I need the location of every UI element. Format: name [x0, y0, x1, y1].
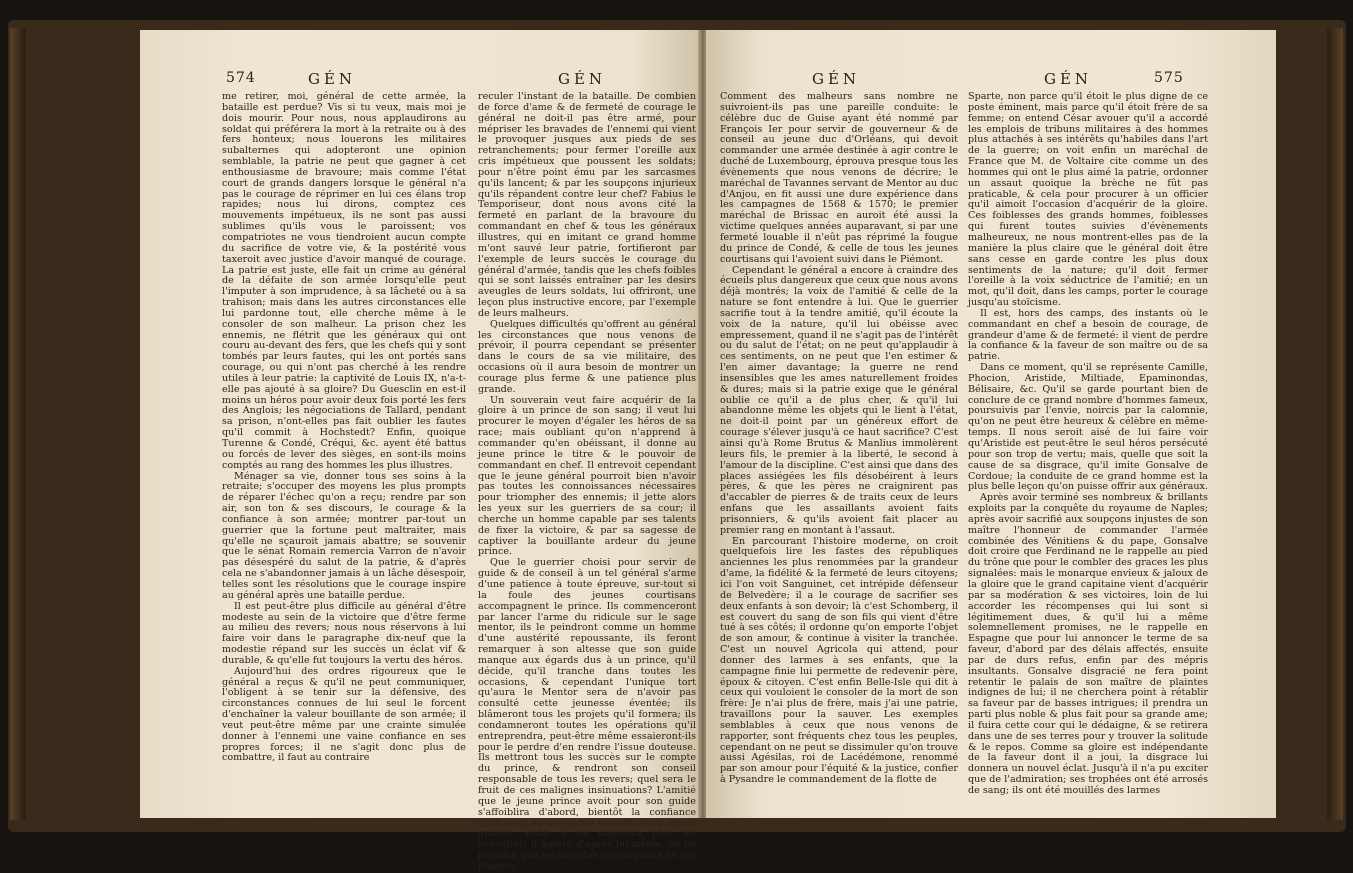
- paragraph: Ménager sa vie, donner tous ses soins à la retraite; s'occuper des moyens les plus prompts de réparer l'échec qu'on a reçu; rendre par son air, son ton & ses discours, le courage & la confiance à son armée; montrer par-tout un guerrier que la fortune peut maltraiter, mais qu'elle ne sçauroit jamais abattre; se souvenir que le sénat Romain remercia Varron de n'avoir pas désespéré du salut de la patrie, & d'après cela ne s'abandonner jamais à un lâche désespoir, telles sont les résolutions que le courage inspire au général après une bataille perdue.: [222, 470, 466, 601]
- paragraph: Après avoir terminé ses nombreux & brillants exploits par la conquête du royaume de Naples; après avoir sacrifié aux soupçons injustes de son maître l'honneur de commander l'armée combinée des Vénitiens & du pape, Gonsalve doit croire que Ferdinand ne le rappelle au pied du trône que pour le combler des graces les plus signalées: mais le monarque envieux & jaloux de la gloire que le grand capitaine vient d'acquérir par sa modération & ses victoires, loin de lui accorder les récompenses qui lui sont si légitimement dues, & qu'il lui a même solemnellement promises, ne le rappelle en Espagne que pour lui annoncer le terme de sa faveur, d'abord par des délais affectés, ensuite par de durs refus, enfin par des mépris insultants. Gonsalve disgracié ne fera point retentir le palais de son maître de plaintes indignes de lui; il ne cherchera point à rétablir sa faveur par de basses intrigues; il prendra un parti plus noble & plus fait pour sa grande ame; il fuira cette cour qui le dédaigne, & se retirera dans une de ses terres pour y trouver la solitude & le repos. Comme sa gloire est indépendante de la faveur dont il a joui, la disgrace lui donnera un nouvel éclat. Jusqu'à il n'a pu exciter que de l'admiration; ses trophées ont été arrosés de sang; ils ont été mouillés des larmes: [968, 492, 1208, 796]
- left-page-header: [140, 70, 700, 90]
- text-column-left: [720, 92, 958, 804]
- paragraph: Comment des malheurs sans nombre ne suivroient-ils pas une pareille conduite: le célèbre duc de Guise ayant été nommé par François Ier pour servir de gouverneur & de conseil au jeune duc d'Orléans, qui devoit commander une armée destinée à agir contre le duché de Luxembourg, éprouva presque tous les évènements que nous venons de décrire; le maréchal de Tavannes servant de Mentor au duc d'Anjou, en fit aussi une dure expérience dans les campagnes de 1568 & 1570; le premier maréchal de Brissac en auroit été aussi la victime quelques années auparavant, si par une fermeté louable il n'eût pas réprimé la fougue du prince de Condé, & celle de tous les jeunes courtisans qui l'avoient suivi dans le Piémont.: [720, 91, 958, 265]
- paragraph: Il est peut-être plus difficile au général d'être modeste au sein de la victoire que d'être ferme au milieu des revers; nous nous réservons à lui faire voir dans le paragraphe dix-neuf que la modestie répand sur les succès un éclat vif & durable, & qu'elle fut toujours la vertu des héros.: [222, 600, 466, 666]
- text-column-right: [478, 91, 696, 872]
- paragraph: me retirer, moi, général de cette armée, la bataille est perdue? Vis si tu veux, mais moi je dois mourir. Pour nous, nous applaudirons au soldat qui préférera la mort à la retraite ou à des fers honteux; nous louerons les militaires subalternes qui adopteront une opinion semblable, la patrie ne peut que gagner à cet enthousiasme de bravoure; mais comme l'état court de grands dangers lorsque le général n'a pas le courage de réprimer en lui ces élans trop rapides; nous lui dirons, comptez ces mouvements impétueux, ils ne sont pas aussi sublimes qu'ils vous le paroissent; vos compatriotes ne vous tiendroient aucun compte du sacrifice de votre vie, & la postérité vous taxeroit avec justice d'avoir manqué de courage. La patrie est juste, elle fait un crime au général de la défaite de son armée lorsqu'elle peut l'imputer à son imprudence, à sa lâcheté ou à sa trahison; mais dans les autres circonstances elle lui pardonne tout, elle cherche même à le consoler de son malheur. La prison chez les ennemis, ne flétrit que les généraux qui ont couru au-devant des fers, que les chefs qui y sont tombés par leurs fautes, qui les ont portés sans courage, ou qui n'ont pas cherché à les rendre utiles à leur patrie: la captivité de Louis IX, n'a-t-elle pas ajouté à sa gloire? Du Guesclin en est-il moins un héros pour avoir deux fois porté les fers des Anglois; les négociations de Tallard, pendant sa prison, n'ont-elles pas fait oublier les fautes qu'il commit à Hochstedt? Enfin, quoique Turenne & Condé, Créqui, &c. ayent été battus ou forcés de lever des sièges, en sont-ils moins comptés au rang des hommes les plus illustres.: [222, 91, 466, 471]
- right-page: [706, 30, 1276, 818]
- paragraph: Que le guerrier choisi pour servir de guide & de conseil à un tel général s'arme d'une patience à toute épreuve, sur-tout si la foule des jeunes courtisans accompagnent le prince. Ils commenceront par lancer l'arme du ridicule sur le sage mentor, ils le peindront comme un homme d'une austérité repoussante, ils feront remarquer à son altesse que son guide manque aux égards dus à un prince, qu'il décide, qu'il tranche dans toutes les occasions, & cependant l'unique tort qu'aura le Mentor sera de n'avoir pas consulté cette jeunesse éventée; ils blâmeront tous les projets qu'il formera; ils condamneront toutes les opérations qu'il entreprendra, peut-être même essaieront-ils pour le perdre d'en rendre l'issue douteuse. Ils mettront tous les succès sur le compte du prince, & rendront son conseil responsable de tous les revers; quel sera le fruit de ces malignes insinuations? L'amitié que le jeune prince avoit pour son guide s'affoiblira d'abord, bientôt la confiance qu'il avoit en ses sages conseils sera moins grande, enfin il ne daignera plus les consulter; il agiera d'après lui-même, ou ne prendra que les avis des compagnons de ses plaisirs.: [478, 557, 696, 872]
- paragraph: reculer l'instant de la bataille. De combien de force d'ame & de fermeté de courage le général ne doit-il pas être armé, pour mépriser les bravades de l'ennemi qui vient le provoquer jusques aux pieds de ses retranchements; pour fermer l'oreille aux cris impétueux que poussent les soldats; pour n'être point ému par les sarcasmes qu'ils lancent; & par les soupçons injurieux qu'ils répandent contre leur chef? Fabius le Temporiseur, dont nous avons cité la fermeté en parlant de la bravoure du commandant en chef & tous les généraux illustres, qui en imitant ce grand homme m'ont sauvé leur patrie, fortifieront par l'exemple de leurs succès le courage du général d'armée, tandis que les chefs foibles qui se sont laissés entraîner par les desirs aveugles de leurs soldats, lui offriront, une leçon plus instructive encore, par l'exemple de leurs malheurs.: [478, 91, 696, 319]
- paragraph: Il est, hors des camps, des instants où le commandant en chef a besoin de courage, de grandeur d'ame & de fermeté: il vient de perdre la confiance & la faveur de son maître ou de sa patrie.: [968, 307, 1208, 363]
- paragraph: En parcourant l'histoire moderne, on croit quelquefois lire les fastes des républiques anciennes les plus renommées par la grandeur d'ame, la fidélité & la fermeté de leurs citoyens; ici l'on voit Sanguinet, cet intrépide défenseur de Belvedère; il a le courage de sacrifier ses deux enfants à son devoir; là c'est Schomberg, il est couvert du sang de son fils qui vient d'être tué à ses côtés; il ordonne qu'on emporte l'objet de son amour, & continue à visiter la tranchée. C'est un nouvel Agricola qui attend, pour donner des larmes à ses enfants, que la campagne finie lui permette de redevenir père, époux & citoyen. C'est enfin Belle-Isle qui dit à ceux qui vouloient le consoler de la mort de son frère: Je n'ai plus de frère, mais j'ai une patrie, travaillons pour la sauver. Les exemples semblables à ceux que nous venons de rapporter, sont fréquents chez tous les peuples, cependant on ne peut se dissimuler qu'on trouve aussi Agésilas, roi de Lacédémone, renommé par son amour pour l'équité & la justice, confier à Pysandre le commandement de la flotte de: [720, 535, 958, 786]
- paragraph: Sparte, non parce qu'il étoit le plus digne de ce poste éminent, mais parce qu'il étoit frère de sa femme; on entend César avouer qu'il a accordé les emplois de tribuns militaires à des hommes plus attachés à ses intérêts qu'habiles dans l'art de la guerre; on voit enfin un maréchal de France que M. de Voltaire cite comme un des hommes qui ont le plus aimé la patrie, ordonner un assaut quoique la brèche ne fût pas praticable, & cela pour procurer à un officier qu'il aimoit l'occasion d'acquérir de la gloire. Ces foiblesses des grands hommes, foiblesses qui furent toutes suivies d'évènements malheureux, ne nous montrent-elles pas de la manière la plus claire que le général doit être sans cesse en garde contre les plus doux sentiments de la nature; qu'il doit fermer l'oreille à la voix séductrice de l'amitié; en un mot, qu'il doit, dans les camps, porter le courage jusqu'au stoïcisme.: [968, 91, 1208, 309]
- left-page: [140, 30, 700, 872]
- running-head: GÉN: [308, 70, 357, 88]
- text-column-left: [222, 92, 466, 804]
- paragraph: Un souverain veut faire acquérir de la gloire à un prince de son sang; il veut lui procurer le moyen d'égaler les héros de sa race; mais oubliant qu'on n'apprend à commander qu'en obéissant, il donne au jeune prince le titre & le pouvoir de commandant en chef. Il entrevoit cependant que le jeune général pourroit bien n'avoir pas toutes les connoissances nécessaires pour triompher des ennemis; il jette alors les yeux sur les guerriers de sa cour; il cherche un homme capable par ses talents de fixer la victoire, & par sa sagesse de captiver la bouillante ardeur du jeune prince.: [478, 394, 696, 558]
- paragraph: Quelques difficultés qu'offrent au général les circonstances que nous venons de prévoir, il pourra cependant se présenter dans le cours de sa vie militaire, des occasions où il aura besoin de montrer un courage plus ferme & une patience plus grande.: [478, 318, 696, 395]
- paragraph: Aujourd'hui des ordres rigoureux que le général a reçus & qu'il ne peut communiquer, l'obligent à se tenir sur la défensive, des circonstances connues de lui seul le forcent d'enchaîner la valeur bouillante de son armée; il veut peut-être même par une crainte simulée donner à l'ennemi une vaine confiance en ses propres forces; il ne s'agit donc plus de combattre, il faut au contraire: [222, 665, 466, 764]
- book-cover-edge-left: [10, 28, 26, 820]
- page-number: 574: [226, 70, 256, 86]
- right-page-header: [706, 70, 1276, 90]
- paragraph: Dans ce moment, qu'il se représente Camille, Phocion, Aristide, Miltiade, Epaminondas, Bélisaire, &c. Qu'il se garde pourtant bien de conclure de ce grand nombre d'hommes fameux, poursuivis par l'envie, noircis par la calomnie, qu'on ne peut être heureux & célèbre en même-temps. Il nous seroit aisé de lui faire voir qu'Aristide est peut-être le seul héros persécuté pour son trop de vertu; mais, quelle que soit la cause de sa disgrace, qu'il imite Gonsalve de Cordoue; la conduite de ce grand homme est la plus belle leçon qu'on puisse offrir aux généraux.: [968, 362, 1208, 493]
- running-head: GÉN: [558, 70, 607, 88]
- paragraph: Cependant le général a encore à craindre des écueils plus dangereux que ceux que nous avons déjà montrés; la voix de l'amitié & celle de la nature se font entendre à lui. Que le guerrier sacrifie tout à la tendre amitié, qu'il écoute la voix de la nature, qu'il lui obéisse avec empressement, quand il ne s'agit pas de l'intérêt ou du salut de l'état; on ne peut qu'applaudir à ces sentiments, on ne peut que l'en estimer & l'en aimer davantage; la guerre ne rend insensibles que les ames naturellement froides & dures; mais si la patrie exige que le général oublie ce qu'il a de plus cher, & qu'il lui abandonne même les objets qui le lient à l'état, ne doit-il point par un généreux effort de courage s'élever jusqu'à ce haut sacrifice? C'est ainsi qu'à Rome Brutus & Manlius immolèrent leurs fils, le premier à la liberté, le second à l'amour de la discipline. C'est ainsi que dans des places assiégées les fils désobéirent à leurs pères, & que les pères ne craignirent pas d'accabler de pierres & de traits ceux de leurs enfans que les assaillants avoient faits prisonniers, & qu'ils avoient fait placer au premier rang en montant à l'assaut.: [720, 264, 958, 536]
- running-head: GÉN: [812, 70, 861, 88]
- page-number: 575: [1154, 70, 1184, 86]
- text-column-right: [968, 92, 1208, 804]
- book-cover-edge-right: [1327, 28, 1343, 820]
- running-head: GÉN: [1044, 70, 1093, 88]
